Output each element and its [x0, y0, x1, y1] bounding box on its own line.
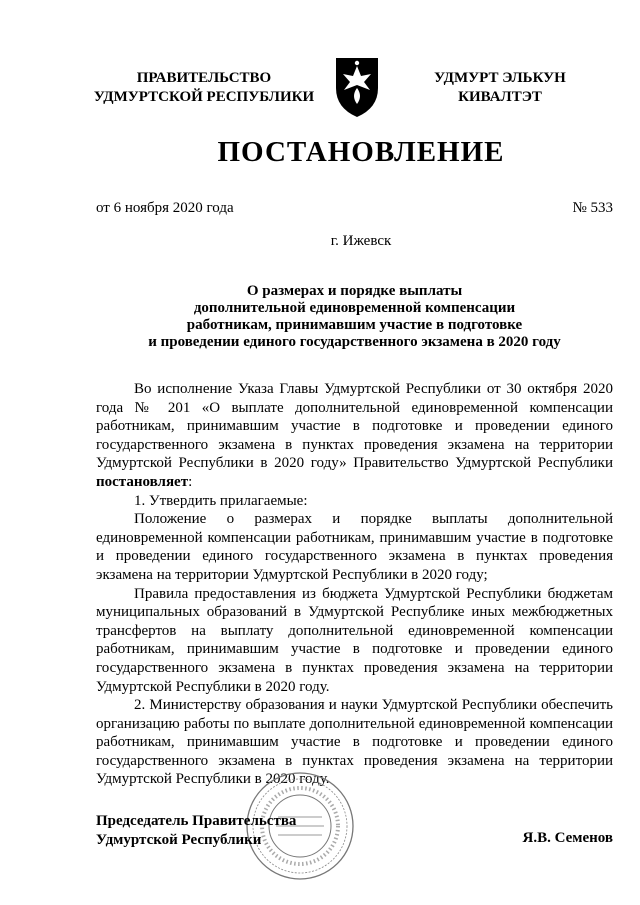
paragraph-preamble — [96, 380, 613, 492]
header-right-line-2: КИВАЛТЭТ — [458, 89, 542, 105]
preamble-text: Во исполнение Указа Главы Удмуртской Республики от 30 октября 2020 года № 201 «О выплате дополнительной единовременной компенсации работникам, принимавшим участие в подготовке и проведении единого государственного экзамена в пунктах проведения экзамена на территории Удмуртской Республики в 2020 году» Правительство Удмуртской Республики — [96, 381, 613, 472]
signatory-name: Я.В. Семенов — [522, 830, 613, 846]
header-left-line-1: ПРАВИТЕЛЬСТВО — [136, 70, 272, 86]
document-date: от 6 ноября 2020 года — [96, 200, 234, 216]
document-heading — [96, 283, 613, 351]
document-number: № 533 — [572, 200, 613, 216]
coat-of-arms-icon — [330, 54, 384, 120]
heading-line-3: работникам, принимавшим участие в подготовке — [186, 317, 523, 333]
preamble-keyword: постановляет — [96, 473, 189, 490]
signatory-position — [96, 812, 296, 850]
preamble-colon: : — [188, 473, 193, 490]
paragraph-item-2: 2. Министерству образования и науки Удмуртской Республики обеспечить организацию работы по выплате дополнительной единовременной компенсации работникам, принимавшим участие в подготовке и проведении единого государственного экзамена в пунктах проведения экзамена на территории Удмуртской Республики в 2020 году. — [96, 697, 613, 788]
heading-line-1: О размерах и порядке выплаты — [246, 283, 463, 299]
paragraph-regulation: Положение о размерах и порядке выплаты дополнительной единовременной компенсации работникам, принимавшим участие в подготовке и проведении единого государственного экзамена в пунктах проведения экзамена на территории Удмуртской Республики в 2020 году; — [96, 511, 613, 583]
heading-line-2: дополнительной единовременной компенсации — [193, 300, 516, 316]
header-right-line-1: УДМУРТ ЭЛЬКУН — [434, 70, 566, 86]
paragraph-rules: Правила предоставления из бюджета Удмуртской Республики бюджетам муниципальных образований в Удмуртской Республике иных межбюджетных трансфертов на выплату дополнительной единовременной компенсации работникам, принимавшим участие в подготовке и проведении единого государственного экзамена в пунктах проведения экзамена на территории Удмуртской Республики в 2020 году. — [96, 585, 613, 695]
header-left — [84, 69, 324, 107]
heading-line-4: и проведении единого государственного экзамена в 2020 году — [148, 334, 561, 350]
signatory-position-line-2: Удмуртской Республики — [96, 832, 262, 848]
paragraph-item-1: 1. Утвердить прилагаемые: — [134, 492, 308, 509]
header-right — [420, 69, 580, 107]
document-title: ПОСТАНОВЛЕНИЕ — [217, 136, 505, 168]
document-city: г. Ижевск — [330, 233, 392, 249]
header-left-line-2: УДМУРТСКОЙ РЕСПУБЛИКИ — [93, 89, 315, 105]
signatory-position-line-1: Председатель Правительства — [96, 813, 297, 829]
document-body — [96, 380, 613, 789]
